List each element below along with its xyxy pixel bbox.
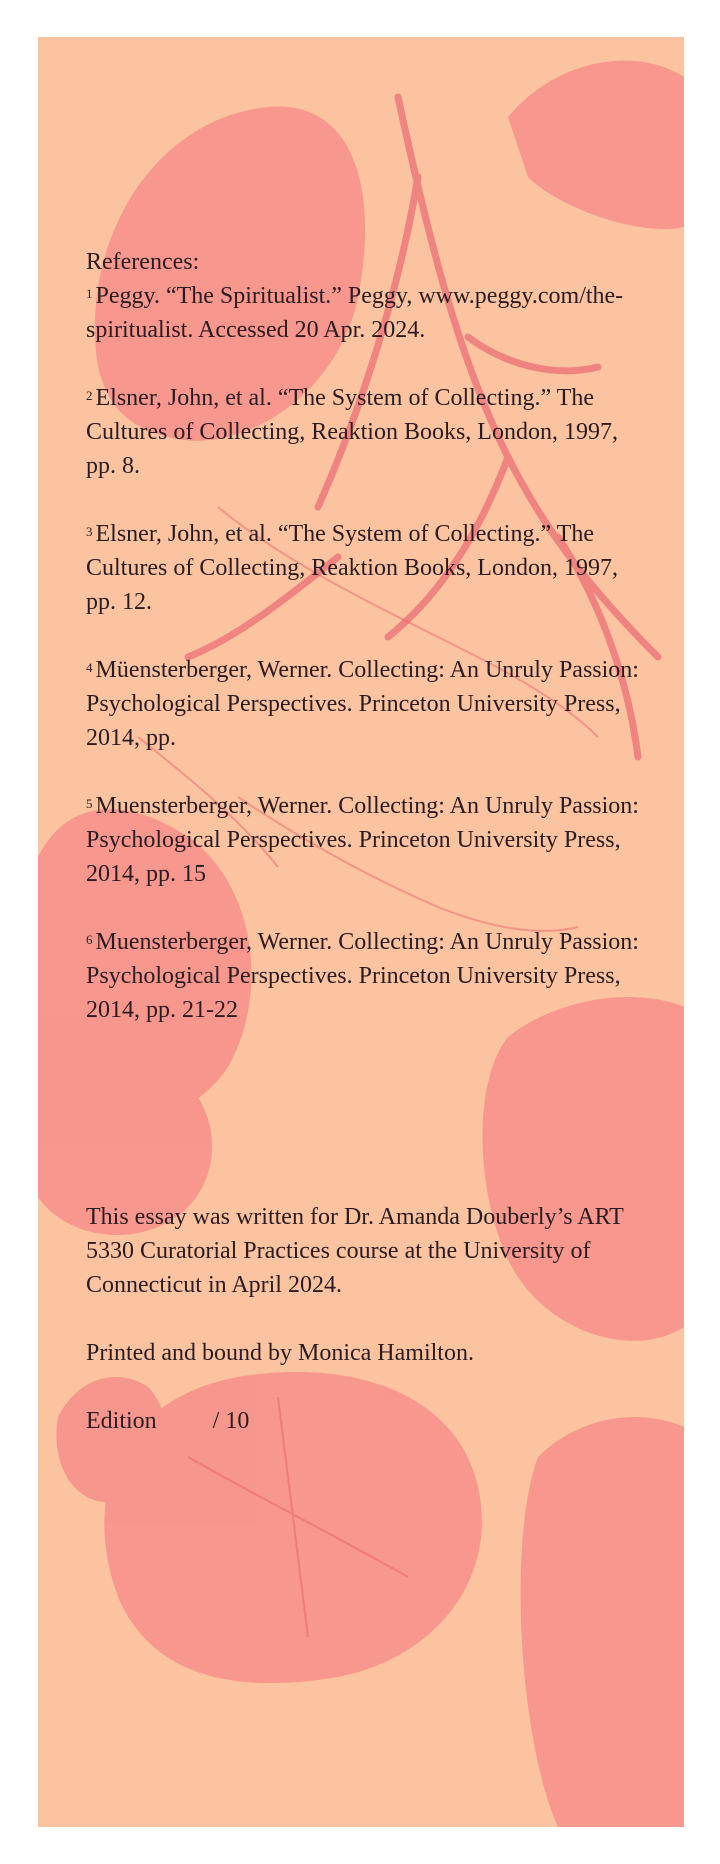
reference-number: 1: [86, 286, 93, 301]
reference-number: 3: [86, 524, 93, 539]
reference-text: Müensterberger, Werner. Collecting: An Unruly Passion: Psychological Perspectives. Princeton University Press, 2014, pp.: [86, 657, 639, 751]
reference-number: 5: [86, 796, 93, 811]
reference-text: Elsner, John, et al. “The System of Collecting.” The Cultures of Collecting, Reaktion Books, London, 1997, pp. 12.: [86, 521, 618, 615]
references-section: [86, 245, 646, 1061]
reference-item-6: [86, 925, 646, 1027]
reference-item-4: [86, 653, 646, 755]
reference-text: Peggy. “The Spiritualist.” Peggy, www.peggy.com/the-spiritualist. Accessed 20 Apr. 2024.: [86, 283, 624, 343]
reference-number: 6: [86, 932, 93, 947]
reference-text: Muensterberger, Werner. Collecting: An Unruly Passion: Psychological Perspectives. Princeton University Press, 2014, pp. 21-22: [86, 929, 639, 1023]
reference-item-2: [86, 381, 646, 483]
reference-text: Muensterberger, Werner. Collecting: An Unruly Passion: Psychological Perspectives. Princeton University Press, 2014, pp. 15: [86, 793, 639, 887]
printed-by-note: Printed and bound by Monica Hamilton.: [86, 1340, 474, 1366]
reference-number: 2: [86, 388, 93, 403]
reference-number: 4: [86, 660, 93, 675]
reference-text: Elsner, John, et al. “The System of Collecting.” The Cultures of Collecting, Reaktion Books, London, 1997, pp. 8.: [86, 385, 618, 479]
booklet-page: [38, 37, 684, 1827]
edition-total: / 10: [212, 1408, 250, 1434]
colophon-section: [86, 1200, 646, 1472]
reference-item-3: [86, 517, 646, 619]
references-heading: References:: [86, 249, 200, 275]
essay-note: This essay was written for Dr. Amanda Douberly’s ART 5330 Curatorial Practices course at the University of Connecticut in April 2024.: [86, 1204, 624, 1298]
edition-label: Edition: [86, 1408, 157, 1434]
edition-line: [86, 1404, 646, 1438]
reference-item-5: [86, 789, 646, 891]
reference-item-1: [86, 279, 646, 347]
